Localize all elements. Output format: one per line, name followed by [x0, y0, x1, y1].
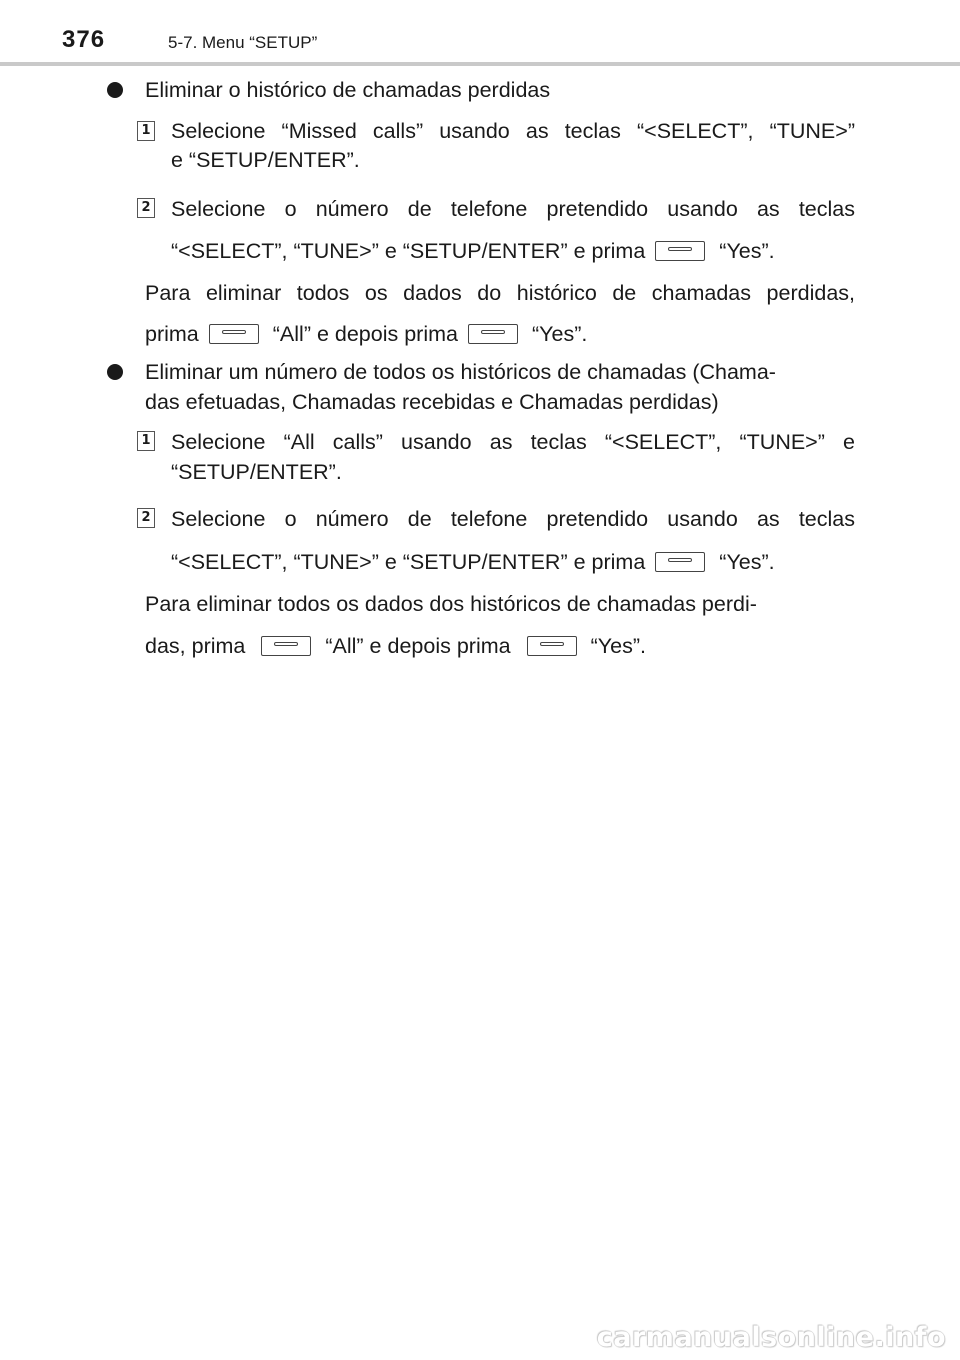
step-number-badge: 1	[137, 121, 155, 141]
step-text: Selecione “All calls” usando as teclas “<SELECT”, “TUNE>” e	[171, 430, 855, 454]
section-heading: Eliminar um número de todos os históricos de chamadas (Chama-	[145, 360, 776, 384]
seek-button-icon	[468, 324, 518, 344]
step-text-part: “Yes”.	[719, 550, 775, 574]
note-text	[145, 321, 587, 347]
step-text: e “SETUP/ENTER”.	[171, 148, 360, 172]
seek-button-icon	[527, 636, 577, 656]
note-text-part: das, prima	[145, 634, 246, 658]
section-heading: Eliminar o histórico de chamadas perdidas	[145, 78, 551, 102]
step-text: “SETUP/ENTER”.	[171, 460, 342, 484]
step-text-part: “<SELECT”, “TUNE>” e “SETUP/ENTER” e prima	[171, 550, 646, 574]
note-text: Para eliminar todos os dados dos históricos de chamadas perdi-	[145, 592, 757, 616]
note-text-part: “All” e depois prima	[325, 634, 511, 658]
note-text: Para eliminar todos os dados do histórico de chamadas perdidas,	[145, 281, 855, 305]
step-text: Selecione o número de telefone pretendido usando as teclas	[171, 197, 855, 221]
seek-button-icon	[655, 552, 705, 572]
seek-button-icon	[261, 636, 311, 656]
step-text: Selecione o número de telefone pretendido usando as teclas	[171, 507, 855, 531]
section-heading: das efetuadas, Chamadas recebidas e Chamadas perdidas)	[145, 390, 719, 414]
watermark: carmanualsonline.info	[596, 1322, 946, 1353]
bullet-icon	[107, 82, 123, 98]
section-title: 5-7. Menu “SETUP”	[168, 33, 318, 52]
note-text-part: “All” e depois prima	[272, 322, 458, 346]
step-number-badge: 2	[137, 508, 155, 528]
step-text	[171, 549, 775, 575]
step-text-part: “Yes”.	[719, 239, 775, 263]
seek-button-icon	[655, 241, 705, 261]
bullet-icon	[107, 364, 123, 380]
step-text: Selecione “Missed calls” usando as teclas “<SELECT”, “TUNE>”	[171, 119, 855, 143]
step-text	[171, 238, 775, 264]
header-rule	[0, 62, 960, 66]
step-text-part: “<SELECT”, “TUNE>” e “SETUP/ENTER” e prima	[171, 239, 646, 263]
note-text-part: “Yes”.	[531, 322, 588, 346]
step-number-badge: 2	[137, 198, 155, 218]
page-number: 376	[62, 26, 106, 53]
note-text-part: prima	[145, 322, 199, 346]
note-text-part: “Yes”.	[590, 634, 646, 658]
seek-button-icon	[209, 324, 259, 344]
note-text	[145, 633, 646, 659]
step-number-badge: 1	[137, 431, 155, 451]
